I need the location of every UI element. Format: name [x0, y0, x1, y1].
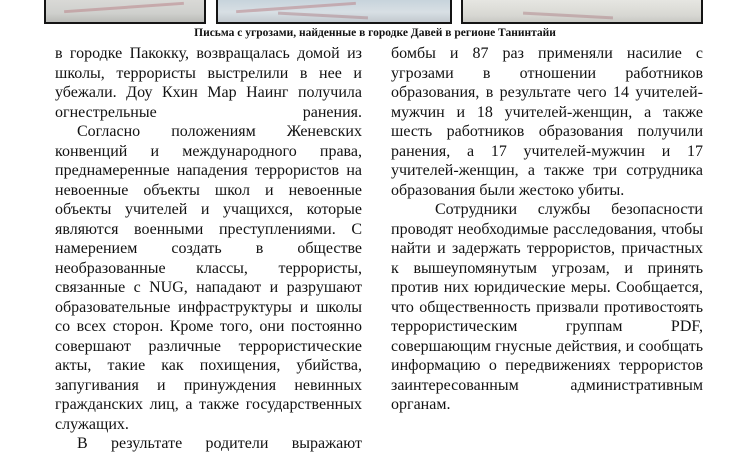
article-column-left — [55, 44, 362, 454]
paragraph: в городке Пакокку, возвращалась домой из школы, террористы выстрелили в нее и убежали. Доу Кхин Мар Наинг получила огнестрельные ранения. — [55, 45, 362, 121]
paragraph: Согласно положениям Женевских конвенций и международного права, преднамеренные нападения террористов на невоенные объекты школ и невоенные объекты учителей и учащихся, которые являются военными преступлениями. С намерением создать в обществе необразованные классы, террористы, связанные с NUG, нападают и разрушают образовательные инфраструктуры и школы со всех сторон. Кроме того, они постоянно совершают различные террористические акты, такие как похищения, убийства, запугивания и принуждения невинных гражданских лиц, а также государственных служащих. — [55, 123, 362, 433]
paragraph: Сотрудники службы безопасности проводят необходимые расследования, чтобы найти и задержать террористов, причастных к вышеупомянутым угрозам, и принять против них юридические меры. Сообщается, что общественность призвали противостоять террористическим группам PDF, совершающим гнусные действия, и сообщать информацию о передвижениях террористов заинтересованным административным органам. — [391, 201, 703, 413]
threat-letter-photo — [216, 0, 452, 24]
threat-letter-photo — [461, 0, 703, 24]
photo-strip — [0, 0, 750, 26]
threat-letter-photo — [44, 0, 206, 24]
article-column-right — [391, 44, 703, 415]
photo-caption: Письма с угрозами, найденные в городке Давей в регионе Танинтайи — [194, 27, 556, 39]
paragraph: В результате родители выражают — [77, 435, 362, 452]
paragraph: бомбы и 87 раз применяли насилие с угрозами в отношении работников образования, в результате чего 14 учителей-мужчин и 18 учителей-женщин, а также шесть работников образования получили ранения, а 17 учителей-мужчин и 17 учителей-женщин, а также три сотрудника образования были жестоко убиты. — [391, 45, 703, 199]
